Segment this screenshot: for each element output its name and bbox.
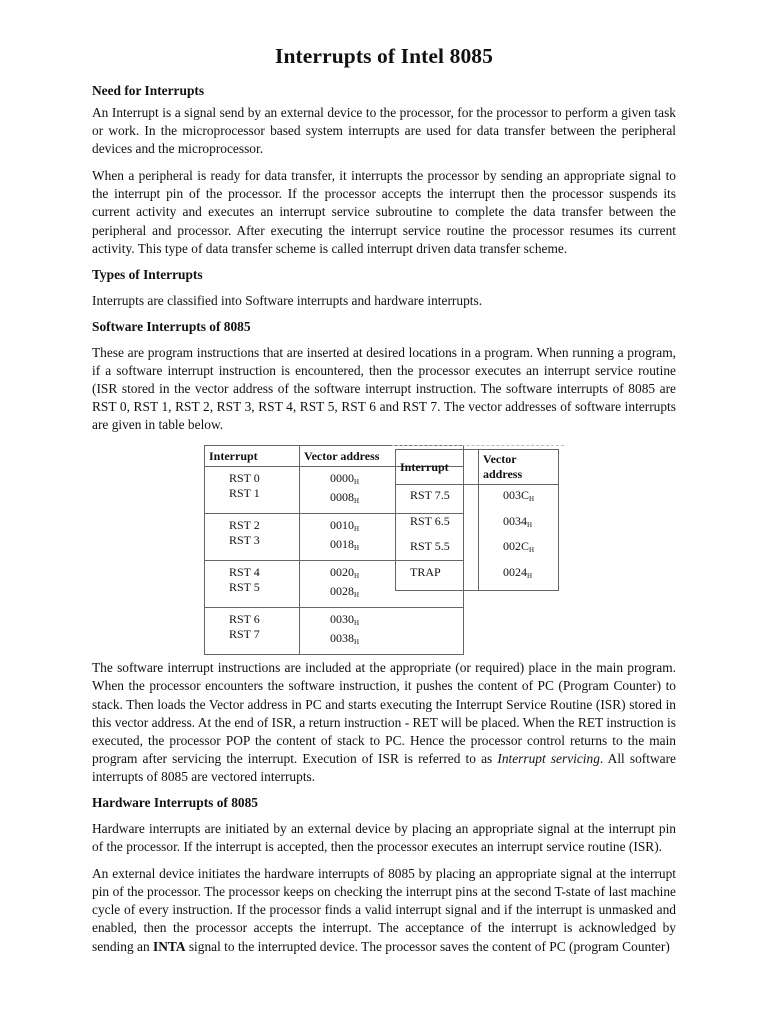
heading-hardware-interrupts: Hardware Interrupts of 8085 xyxy=(92,794,259,810)
paragraph-hardware-1: Hardware interrupts are initiated by an external device by placing an appropriate signal at the interrupt pin of the processor. If the interrupt is accepted, then the processor executes an interrupt service routine (ISR). xyxy=(92,820,676,855)
heading-need-for-interrupts: Need for Interrupts xyxy=(92,83,205,98)
table-header-interrupt: Interrupt xyxy=(396,450,479,485)
vector-address: 0008 xyxy=(330,490,354,505)
table-header-vector-address: Vector address xyxy=(479,450,559,485)
vector-address: 0018 xyxy=(330,537,354,552)
scan-mark xyxy=(392,445,564,448)
interrupt-name: TRAP xyxy=(396,562,479,591)
page-title: Interrupts of Intel 8085 xyxy=(275,44,493,68)
interrupt-name: RST 6 xyxy=(229,612,260,627)
table-row xyxy=(396,562,559,591)
paragraph-text: The software interrupt instructions are included at the appropriate (or required) place in the main program. When the processor encounters the software instruction, it pushes the content of PC (Program Counter) to stack. Then loads the Vector address in PC and starts executing the Interrupt Service Routine (ISR) stored in this vector address. At the end of ISR, a return instruction - RET will be placed. When the RET instruction is executed, the processor POP the content of stack to PC. Hence the processor control returns to the main program after servicing the interrupt. Execution of ISR is referred to as xyxy=(92,660,676,766)
interrupt-name: RST 7.5 xyxy=(396,485,479,511)
interrupt-cell xyxy=(205,467,300,514)
hex-suffix: H xyxy=(529,495,535,504)
vector-cell xyxy=(479,485,559,511)
interrupt-name: RST 7 xyxy=(229,627,260,642)
vector-address: 0034 xyxy=(503,513,527,528)
table-row xyxy=(205,608,464,655)
hex-suffix: H xyxy=(354,478,360,487)
heading-types-of-interrupts: Types of Interrupts xyxy=(92,266,203,282)
hex-suffix: H xyxy=(354,572,360,581)
hex-suffix: H xyxy=(354,544,360,553)
bold-text: INTA xyxy=(153,938,186,954)
vector-address: 0020 xyxy=(330,565,354,580)
table-row xyxy=(396,511,559,537)
vector-cell xyxy=(479,511,559,537)
paragraph-text: . All software interrupts of 8085 are vectored interrupts. xyxy=(92,750,676,784)
table-header-row xyxy=(396,450,559,485)
vector-address: 0028 xyxy=(330,584,354,599)
interrupt-name: RST 4 xyxy=(229,565,260,580)
vector-tables xyxy=(92,445,676,650)
hex-suffix: H xyxy=(527,571,533,580)
vector-cell xyxy=(300,608,464,655)
interrupt-cell xyxy=(205,514,300,561)
hardware-vector-table xyxy=(395,449,559,591)
hex-suffix: H xyxy=(354,497,360,506)
table-header-interrupt: Interrupt xyxy=(205,446,300,467)
interrupt-name: RST 0 xyxy=(229,471,260,486)
hex-suffix: H xyxy=(354,591,360,600)
paragraph-software-2 xyxy=(92,659,676,786)
vector-address: 002C xyxy=(503,539,530,554)
emphasis-text: Interrupt servicing xyxy=(497,750,600,766)
paragraph-text: An external device initiates the hardware interrupts of 8085 by placing an appropriate signal at the interrupt pin of the processor. The processor keeps on checking the interrupt pins at the second T-state of last machine cycle of every instruction. If the processor finds a valid interrupt signal and if the interrupt is unmasked and enabled, then the processor accepts the interrupt. The acceptance of the interrupt is acknowledged by sending an xyxy=(92,866,676,954)
heading-software-interrupts: Software Interrupts of 8085 xyxy=(92,318,251,334)
table-row xyxy=(396,536,559,562)
table-header-vector-address: Vector address xyxy=(300,446,464,467)
paragraph-text: signal to the interrupted device. The processor saves the content of PC (program Counter) xyxy=(185,938,670,954)
paragraph-hardware-2 xyxy=(92,865,676,955)
interrupt-name: RST 6.5 xyxy=(396,511,479,537)
interrupt-cell xyxy=(205,608,300,655)
interrupt-name: RST 3 xyxy=(229,533,260,548)
hex-suffix: H xyxy=(354,525,360,534)
paragraph-need-1: An Interrupt is a signal send by an external device to the processor, for the processor to perform a given task or work. In the microprocessor based system interrupts are used for data transfer between the peripheral devices and the microprocessor. xyxy=(92,105,676,157)
vector-cell xyxy=(479,536,559,562)
interrupt-name: RST 1 xyxy=(229,486,260,501)
hex-suffix: H xyxy=(354,638,360,647)
vector-address: 0030 xyxy=(330,612,354,627)
hex-suffix: H xyxy=(527,520,533,529)
table-row xyxy=(396,485,559,511)
interrupt-name: RST 2 xyxy=(229,518,260,533)
interrupt-name: RST 5.5 xyxy=(396,536,479,562)
paragraph-types-1: Interrupts are classified into Software interrupts and hardware interrupts. xyxy=(92,292,483,308)
interrupt-name: RST 5 xyxy=(229,580,260,595)
hex-suffix: H xyxy=(529,546,535,555)
hex-suffix: H xyxy=(354,619,360,628)
vector-address: 0000 xyxy=(330,471,354,486)
vector-cell xyxy=(479,562,559,591)
interrupt-cell xyxy=(205,561,300,608)
vector-address: 0010 xyxy=(330,518,354,533)
vector-address: 0038 xyxy=(330,631,354,646)
paragraph-need-2: When a peripheral is ready for data transfer, it interrupts the processor by sending an appropriate signal to the interrupt pin of the processor. If the processor accepts the interrupt then the processor suspends its current activity and executes an interrupt service subroutine to complete the data transfer between the peripheral and processor. After executing the interrupt service routine the processor resumes its current activity. This type of data transfer scheme is called interrupt driven data transfer scheme. xyxy=(92,168,676,256)
vector-address: 003C xyxy=(503,488,530,503)
vector-address: 0024 xyxy=(503,564,527,579)
paragraph-software-1: These are program instructions that are inserted at desired locations in a program. When running a program, if a software interrupt instruction is encountered, then the processor executes an interrupt service routine (ISR stored in the vector address of the software interrupt instruction. The software interrupts of 8085 are RST 0, RST 1, RST 2, RST 3, RST 4, RST 5, RST 6 and RST 7. The vector addresses of software interrupts are given in table below. xyxy=(92,344,676,433)
